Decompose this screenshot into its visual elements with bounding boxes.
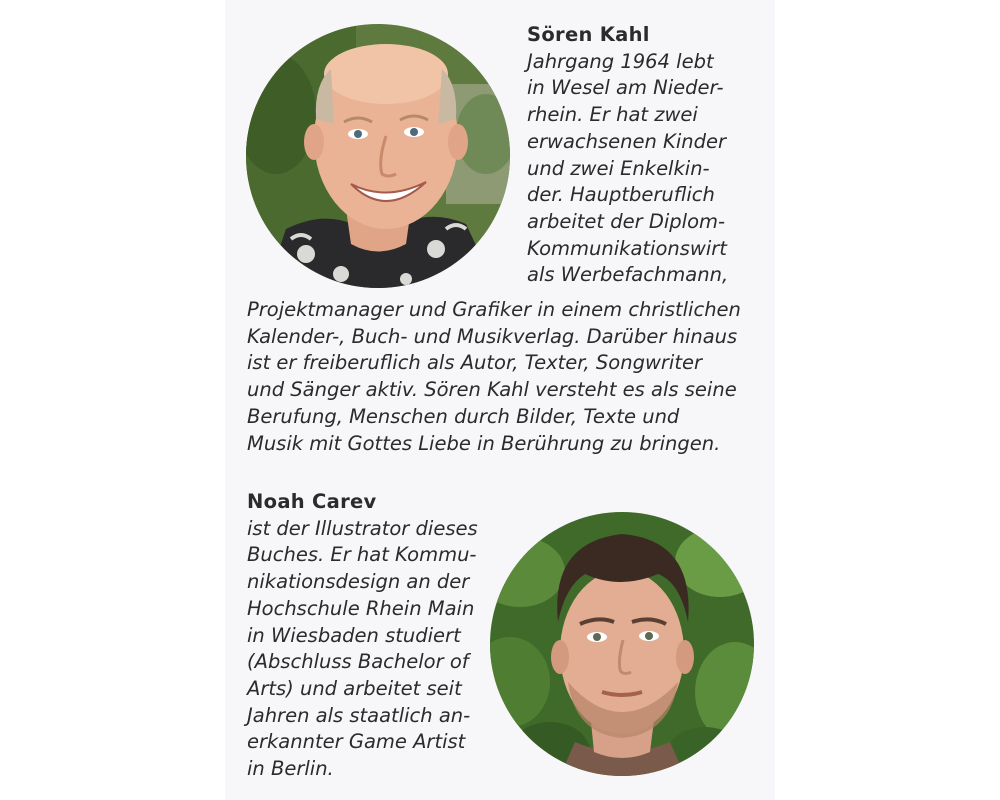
bio-line: Kommunikationswirt [527, 236, 727, 260]
bio-line: Hochschule Rhein Main [247, 596, 475, 620]
author-1-bio-beside-photo [527, 22, 728, 289]
book-page [225, 0, 775, 800]
bio-line: nikationsdesign an der [247, 570, 470, 594]
author-portrait-soeren-kahl [246, 24, 510, 288]
author-1-bio-full-width [247, 297, 741, 457]
bio-line: Jahren als staatlich an- [247, 703, 471, 727]
author-2-bio [247, 489, 478, 783]
bio-line: Arts) und arbeitet seit [247, 676, 462, 700]
author-2-name: Noah Carev [247, 490, 377, 513]
bio-line: Buches. Er hat Kommu- [247, 543, 477, 567]
bio-line: als Werbefachmann, [527, 263, 729, 287]
bio-line: ist der Illustrator dieses [247, 516, 478, 540]
bio-line: Kalender-, Buch- und Musikverlag. Darüber hinaus [247, 324, 738, 348]
bio-line: arbeitet der Diplom- [527, 209, 726, 233]
bio-line: Berufung, Menschen durch Bilder, Texte und [247, 404, 680, 428]
bio-line: und Sänger aktiv. Sören Kahl versteht es als seine [247, 378, 737, 402]
bio-line: erwachsenen Kinder [527, 129, 727, 153]
bio-line: in Berlin. [247, 757, 334, 781]
bio-line: in Wiesbaden studiert [247, 623, 461, 647]
bio-line: der. Hauptberuflich [527, 183, 715, 207]
bio-line: Jahrgang 1964 lebt [527, 49, 714, 73]
author-1-name: Sören Kahl [527, 23, 650, 46]
bio-line: erkannter Game Artist [247, 730, 466, 754]
bio-line: Projektmanager und Grafiker in einem christlichen [247, 298, 741, 321]
bio-line: rhein. Er hat zwei [527, 103, 698, 127]
bio-line: (Abschluss Bachelor of [247, 650, 469, 674]
bio-line: Musik mit Gottes Liebe in Berührung zu bringen. [247, 431, 721, 455]
bio-line: ist er freiberuflich als Autor, Texter, Songwriter [247, 351, 702, 375]
bio-line: in Wesel am Nieder- [527, 76, 724, 100]
author-portrait-noah-carev [490, 512, 754, 776]
bio-line: und zwei Enkelkin- [527, 156, 710, 180]
